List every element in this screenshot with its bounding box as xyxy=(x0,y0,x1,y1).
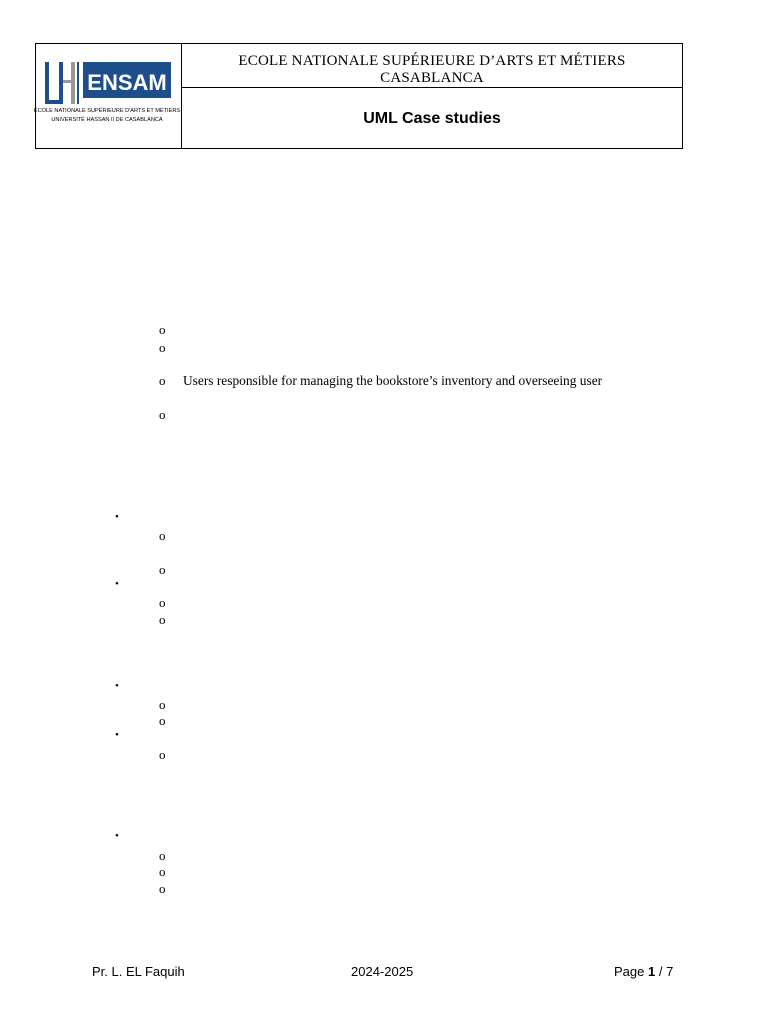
list-bullet-circle: o xyxy=(159,612,166,627)
page-total: 7 xyxy=(666,964,674,979)
footer-author: Pr. L. EL Faquih xyxy=(92,964,185,979)
logo-line2: UNIVERSITÉ HASSAN II DE CASABLANCA xyxy=(51,117,163,123)
list-bullet-disc: • xyxy=(115,578,119,590)
list-bullet-circle: o xyxy=(159,528,166,543)
list-bullet-circle: o xyxy=(159,595,166,610)
list-bullet-circle: o xyxy=(159,848,166,863)
school-name xyxy=(182,44,682,88)
document-subtitle: UML Case studies xyxy=(363,110,501,127)
list-bullet-circle: o xyxy=(159,881,166,896)
logo-brand: ENSAM xyxy=(87,70,167,95)
list-bullet-circle: o xyxy=(159,373,166,388)
header-table xyxy=(35,43,683,149)
logo-cell xyxy=(33,44,182,148)
list-bullet-circle: o xyxy=(159,747,166,762)
school-name-line2: CASABLANCA xyxy=(380,70,484,86)
list-bullet-disc: • xyxy=(115,680,119,692)
list-bullet-circle: o xyxy=(159,407,166,422)
list-item-text: Users responsible for managing the bookstore’s inventory and overseeing user xyxy=(183,373,603,388)
list-bullet-disc: • xyxy=(115,830,119,842)
list-bullet-circle: o xyxy=(159,864,166,879)
page-current: 1 xyxy=(647,964,656,979)
footer-page-number xyxy=(614,964,673,979)
ensam-logo xyxy=(33,60,181,136)
list-bullet-circle: o xyxy=(159,562,166,577)
list-bullet-disc: • xyxy=(115,511,119,523)
page-sep: / xyxy=(655,964,667,979)
list-bullet-circle: o xyxy=(159,340,166,355)
page-prefix: Page xyxy=(614,964,648,979)
footer-year: 2024-2025 xyxy=(351,964,414,979)
list-bullet-circle: o xyxy=(159,713,166,728)
list-bullet-circle: o xyxy=(159,697,166,712)
list-bullet-disc: • xyxy=(115,729,119,741)
list-bullet-circle: o xyxy=(159,322,166,337)
school-name-line1: ECOLE NATIONALE SUPÉRIEURE D’ARTS ET MÉTIERS xyxy=(238,53,626,69)
logo-line1: ÉCOLE NATIONALE SUPÉRIEURE D'ARTS ET MÉTIERS xyxy=(33,108,181,114)
